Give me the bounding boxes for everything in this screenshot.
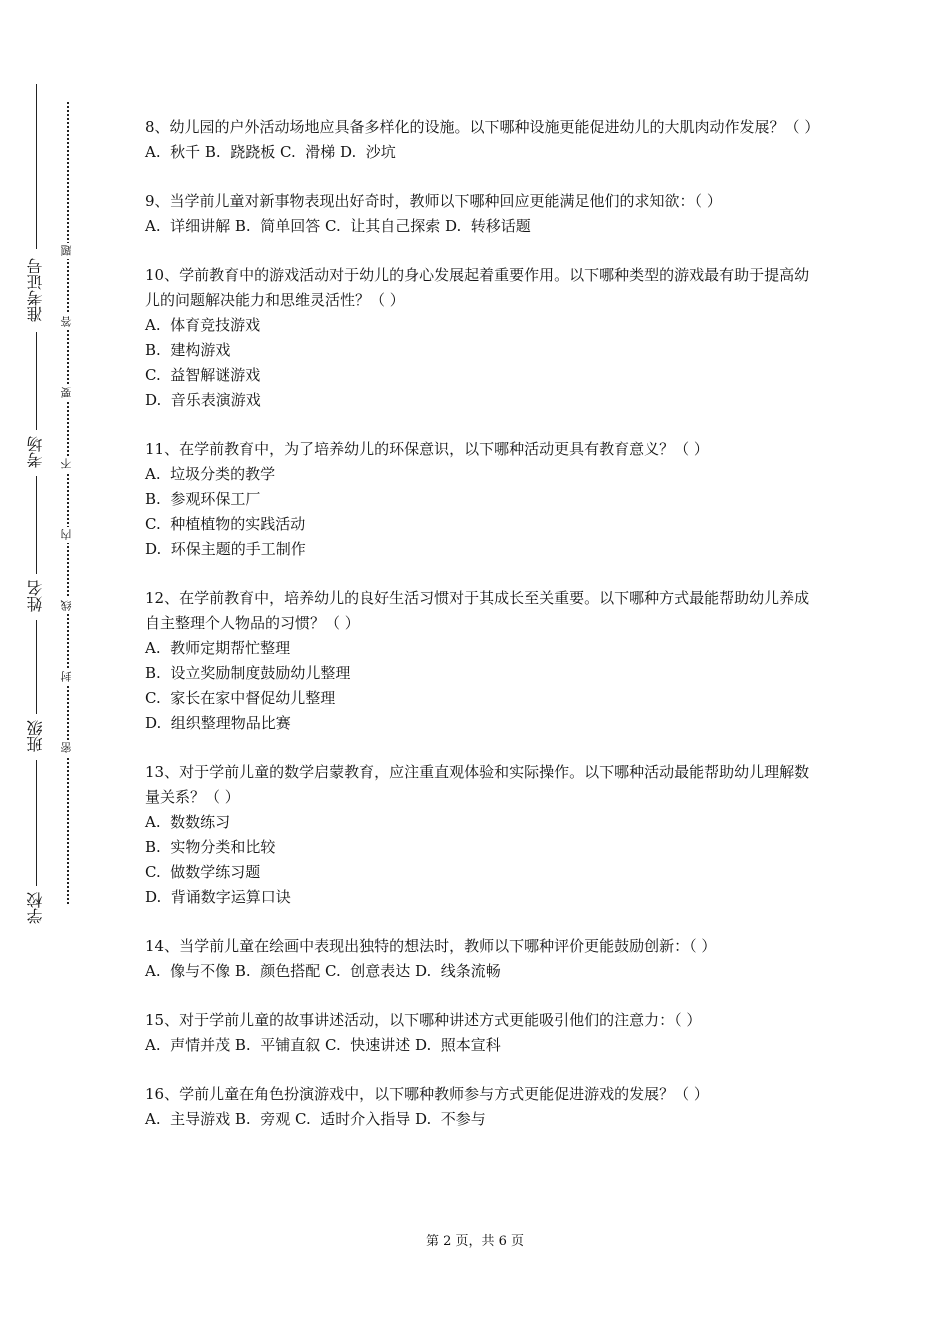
option-a: A. 数数练习 bbox=[145, 813, 231, 831]
option-a: A. 体育竞技游戏 bbox=[145, 316, 261, 334]
seal-char: 题 bbox=[59, 243, 75, 259]
question-12 bbox=[145, 586, 815, 736]
option-c: C. 益智解谜游戏 bbox=[145, 366, 261, 384]
school-label: 学校 bbox=[26, 892, 45, 924]
option-a: A. 垃圾分类的教学 bbox=[145, 465, 276, 483]
option-line: A. 详细讲解 B. 简单回答 C. 让其自己探索 D. 转移话题 bbox=[145, 217, 531, 235]
question-list bbox=[145, 115, 820, 1156]
question-text: 10、学前教育中的游戏活动对于幼儿的身心发展起着重要作用。以下哪种类型的游戏最有助于提高幼儿的问题解决能力和思维灵活性？（ ） bbox=[145, 266, 810, 309]
question-text: 14、当学前儿童在绘画中表现出独特的想法时，教师以下哪种评价更能鼓励创新：（ ） bbox=[145, 937, 717, 955]
seal-char: 封 bbox=[59, 669, 75, 685]
option-line: A. 秋千 B. 跷跷板 C. 滑梯 D. 沙坑 bbox=[145, 143, 396, 161]
option-a: A. 教师定期帮忙整理 bbox=[145, 639, 291, 657]
option-c: C. 种植植物的实践活动 bbox=[145, 515, 306, 533]
fill-line bbox=[36, 476, 37, 574]
question-text: 15、对于学前儿童的故事讲述活动，以下哪种讲述方式更能吸引他们的注意力：（ ） bbox=[145, 1011, 702, 1029]
option-b: B. 建构游戏 bbox=[145, 341, 231, 359]
option-b: B. 设立奖励制度鼓励幼儿整理 bbox=[145, 664, 351, 682]
page-number: 第 2 页，共 6 页 bbox=[425, 1234, 525, 1249]
question-text: 13、对于学前儿童的数学启蒙教育，应注重直观体验和实际操作。以下哪种活动最能帮助幼儿理解数量关系？（ ） bbox=[145, 763, 810, 806]
question-text: 16、学前儿童在角色扮演游戏中，以下哪种教师参与方式更能促进游戏的发展？（ ） bbox=[145, 1085, 709, 1103]
option-line: A. 主导游戏 B. 旁观 C. 适时介入指导 D. 不参与 bbox=[145, 1110, 486, 1128]
option-d: D. 背诵数字运算口诀 bbox=[145, 888, 291, 906]
exam-number-label: 准考证号 bbox=[26, 258, 45, 322]
question-13 bbox=[145, 760, 815, 910]
seal-char: 密 bbox=[59, 740, 75, 756]
option-b: B. 参观环保工厂 bbox=[145, 490, 261, 508]
option-b: B. 实物分类和比较 bbox=[145, 838, 276, 856]
question-text: 12、在学前教育中，培养幼儿的良好生活习惯对于其成长至关重要。以下哪种方式最能帮助幼儿养成自主整理个人物品的习惯？（ ） bbox=[145, 589, 810, 632]
seal-char: 要 bbox=[59, 385, 75, 401]
fill-line bbox=[36, 620, 37, 714]
seal-char: 内 bbox=[59, 527, 75, 543]
seal-char: 不 bbox=[59, 456, 75, 472]
question-14 bbox=[145, 934, 815, 984]
binding-margin bbox=[0, 0, 110, 1344]
name-label: 姓名 bbox=[26, 580, 45, 612]
option-c: C. 家长在家中督促幼儿整理 bbox=[145, 689, 336, 707]
option-d: D. 组织整理物品比赛 bbox=[145, 714, 291, 732]
question-15 bbox=[145, 1008, 815, 1058]
fill-line bbox=[36, 84, 37, 249]
question-8 bbox=[145, 115, 820, 165]
question-text: 8、幼儿园的户外活动场地应具备多样化的设施。以下哪种设施更能促进幼儿的大肌肉动作发展？（ ） bbox=[145, 118, 820, 136]
option-c: C. 做数学练习题 bbox=[145, 863, 261, 881]
seal-char: 线 bbox=[59, 598, 75, 614]
fill-line bbox=[36, 760, 37, 886]
question-text: 9、当学前儿童对新事物表现出好奇时，教师以下哪种回应更能满足他们的求知欲：（ ） bbox=[145, 192, 722, 210]
question-11 bbox=[145, 437, 815, 562]
option-line: A. 声情并茂 B. 平铺直叙 C. 快速讲述 D. 照本宣科 bbox=[145, 1036, 501, 1054]
question-text: 11、在学前教育中，为了培养幼儿的环保意识，以下哪种活动更具有教育意义？（ ） bbox=[145, 440, 709, 458]
question-16 bbox=[145, 1082, 815, 1132]
option-d: D. 音乐表演游戏 bbox=[145, 391, 261, 409]
seal-line bbox=[67, 102, 69, 904]
seal-char: 答 bbox=[59, 314, 75, 330]
fill-line bbox=[36, 332, 37, 430]
question-9 bbox=[145, 189, 815, 239]
class-label: 班级 bbox=[26, 720, 45, 752]
exam-room-label: 考场 bbox=[26, 436, 45, 468]
option-line: A. 像与不像 B. 颜色搭配 C. 创意表达 D. 线条流畅 bbox=[145, 962, 501, 980]
question-10 bbox=[145, 263, 815, 413]
option-d: D. 环保主题的手工制作 bbox=[145, 540, 306, 558]
